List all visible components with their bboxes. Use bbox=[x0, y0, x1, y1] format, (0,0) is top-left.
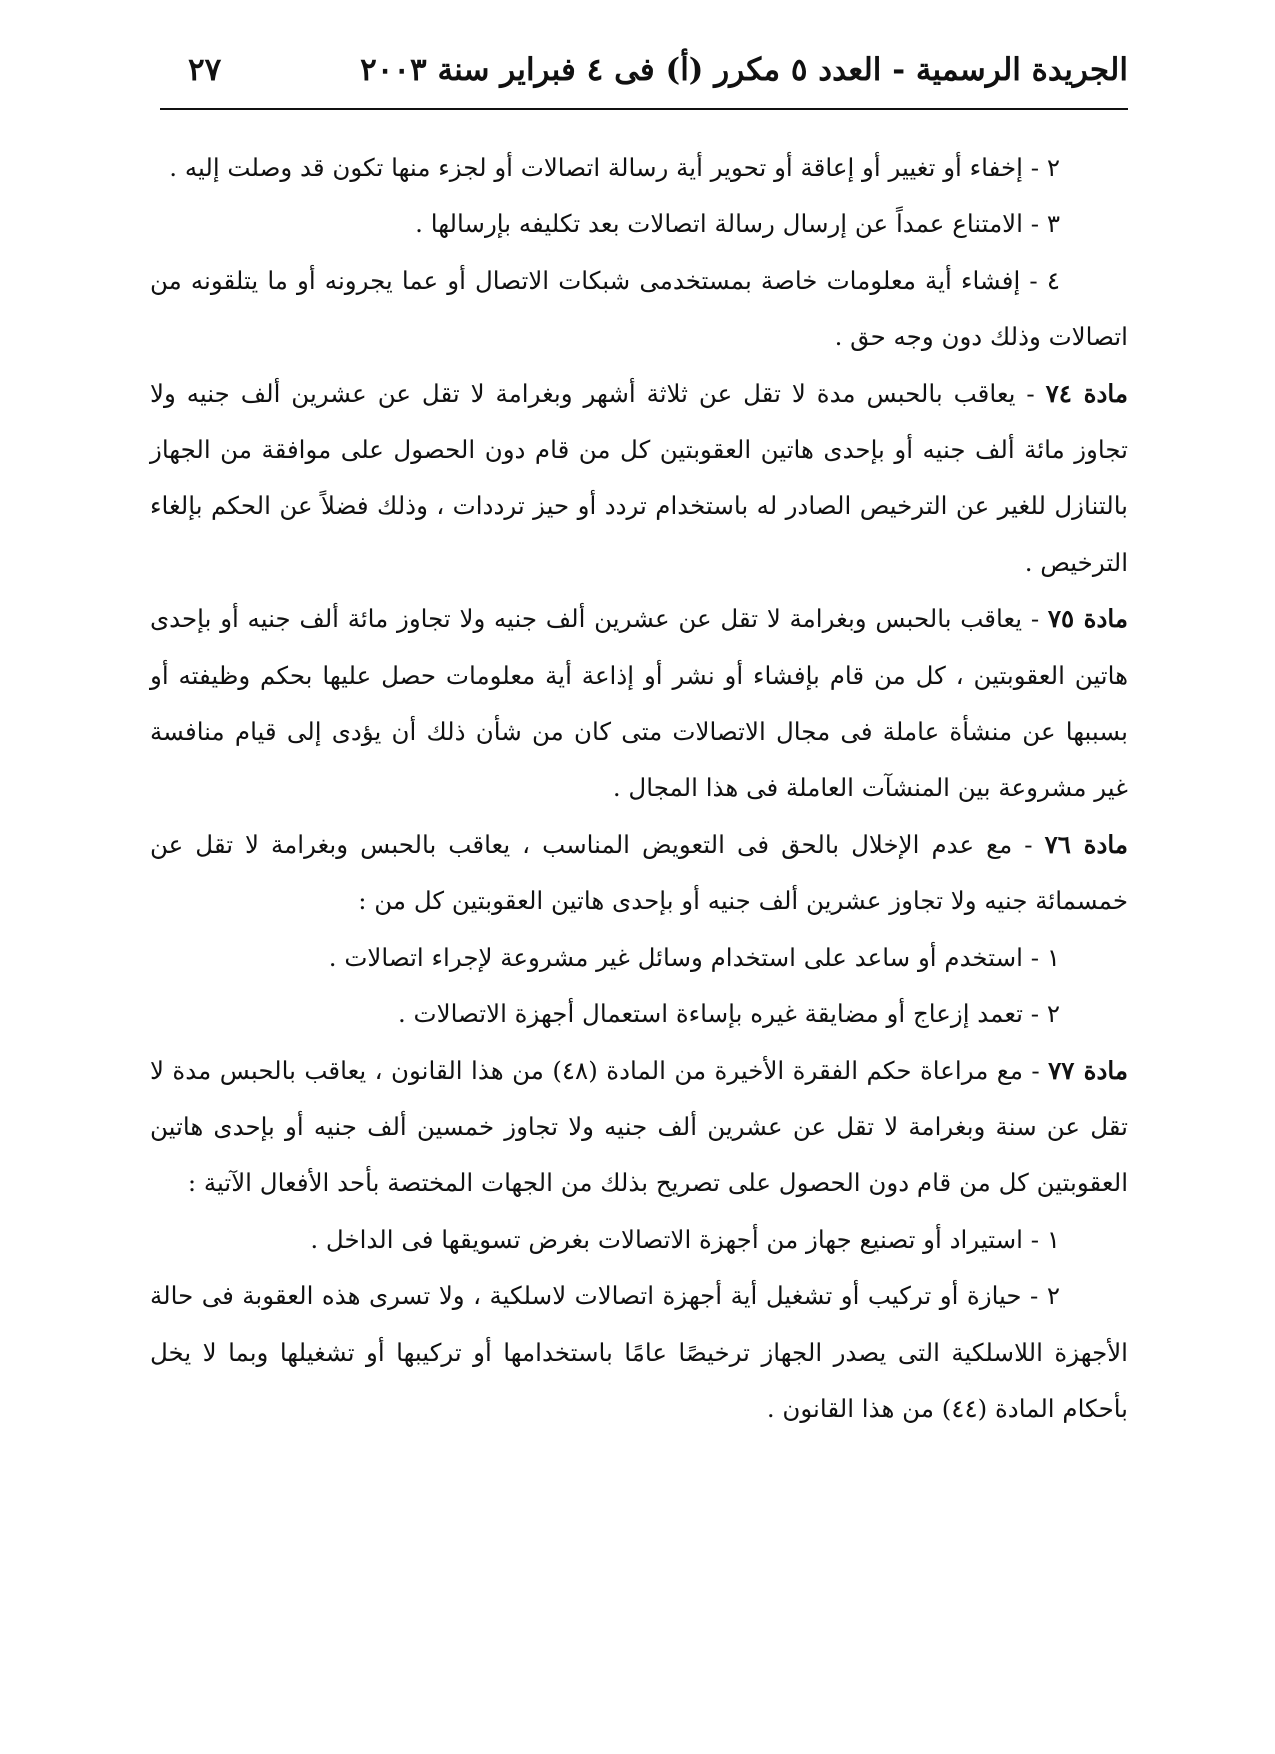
paragraph-clause-2 bbox=[150, 140, 1128, 196]
paragraph-76-clause-1 bbox=[150, 930, 1128, 986]
paragraph-clause-3 bbox=[150, 196, 1128, 252]
paragraph-76-clause-2 bbox=[150, 986, 1128, 1042]
paragraph-clause-4 bbox=[150, 253, 1128, 366]
paragraph-77-clause-1 bbox=[150, 1212, 1128, 1268]
article-76 bbox=[150, 817, 1128, 930]
paragraph-text: ١ - استخدم أو ساعد على استخدام وسائل غير مشروعة لإجراء اتصالات . bbox=[328, 942, 1060, 972]
paragraph-text: ١ - استيراد أو تصنيع جهاز من أجهزة الاتصالات بغرض تسويقها فى الداخل . bbox=[310, 1224, 1060, 1254]
article-text: - مع عدم الإخلال بالحق فى التعويض المناسب ، يعاقب بالحبس وبغرامة لا تقل عن خمسمائة جنيه ولا تجاوز عشرين ألف جنيه أو بإحدى هاتين العقوبتين كل من : bbox=[150, 829, 1128, 916]
article-label: مادة ٧٧ bbox=[1048, 1055, 1128, 1085]
article-label: مادة ٧٤ bbox=[1045, 378, 1128, 408]
paragraph-text: ٤ - إفشاء أية معلومات خاصة بمستخدمى شبكات الاتصال أو عما يجرونه أو ما يتلقونه من اتصالات وذلك دون وجه حق . bbox=[150, 265, 1128, 352]
page-header bbox=[160, 52, 1128, 104]
article-74 bbox=[150, 366, 1128, 592]
article-label: مادة ٧٦ bbox=[1044, 829, 1128, 859]
paragraph-text: ٢ - حيازة أو تركيب أو تشغيل أية أجهزة اتصالات لاسلكية ، ولا تسرى هذه العقوبة فى حالة الأجهزة اللاسلكية التى يصدر الجهاز ترخيصًا عامًا باستخدامها أو تركيبها أو تشغيلها وبما لا يخل بأحكام المادة (٤٤) من هذا القانون . bbox=[150, 1281, 1128, 1423]
article-text: - يعاقب بالحبس مدة لا تقل عن ثلاثة أشهر وبغرامة لا تقل عن عشرين ألف جنيه ولا تجاوز مائة ألف جنيه أو بإحدى هاتين العقوبتين كل من قام دون الحصول على موافقة من الجهاز بالتنازل للغير عن الترخيص الصادر له باستخدام تردد أو حيز ترددات ، وذلك فضلاً عن الحكم بإلغاء الترخيص . bbox=[150, 378, 1128, 577]
gazette-header-title: الجريدة الرسمية - العدد ٥ مكرر (أ) فى ٤ فبراير سنة ٢٠٠٣ bbox=[360, 52, 1128, 88]
paragraph-text: ٢ - إخفاء أو تغيير أو إعاقة أو تحوير أية رسالة اتصالات أو لجزء منها تكون قد وصلت إليه . bbox=[169, 153, 1060, 182]
article-text: - يعاقب بالحبس وبغرامة لا تقل عن عشرين ألف جنيه ولا تجاوز مائة ألف جنيه أو بإحدى هاتين العقوبتين ، كل من قام بإفشاء أو نشر أو إذاعة أية معلومات حصل عليها بحكم وظيفته أو بسببها عن منشأة عاملة فى مجال الاتصالات متى كان من شأن ذلك أن يؤدى إلى قيام منافسة غير مشروعة بين المنشآت العاملة فى هذا المجال . bbox=[150, 604, 1128, 803]
paragraph-77-clause-2 bbox=[150, 1268, 1128, 1437]
article-77 bbox=[150, 1043, 1128, 1212]
article-75 bbox=[150, 591, 1128, 817]
article-label: مادة ٧٥ bbox=[1047, 604, 1128, 634]
page-number: ٢٧ bbox=[188, 52, 222, 88]
paragraph-text: ٣ - الامتناع عمداً عن إرسال رسالة اتصالات بعد تكليفه بإرسالها . bbox=[415, 209, 1060, 239]
paragraph-text: ٢ - تعمد إزعاج أو مضايقة غيره بإساءة استعمال أجهزة الاتصالات . bbox=[397, 999, 1060, 1029]
document-body bbox=[150, 140, 1128, 1437]
header-rule bbox=[160, 108, 1128, 110]
article-text: - مع مراعاة حكم الفقرة الأخيرة من المادة (٤٨) من هذا القانون ، يعاقب بالحبس مدة لا تقل عن سنة وبغرامة لا تقل عن عشرين ألف جنيه ولا تجاوز خمسين ألف جنيه أو بإحدى هاتين العقوبتين كل من قام دون الحصول على تصريح بذلك من الجهات المختصة بأحد الأفعال الآتية : bbox=[150, 1055, 1128, 1198]
